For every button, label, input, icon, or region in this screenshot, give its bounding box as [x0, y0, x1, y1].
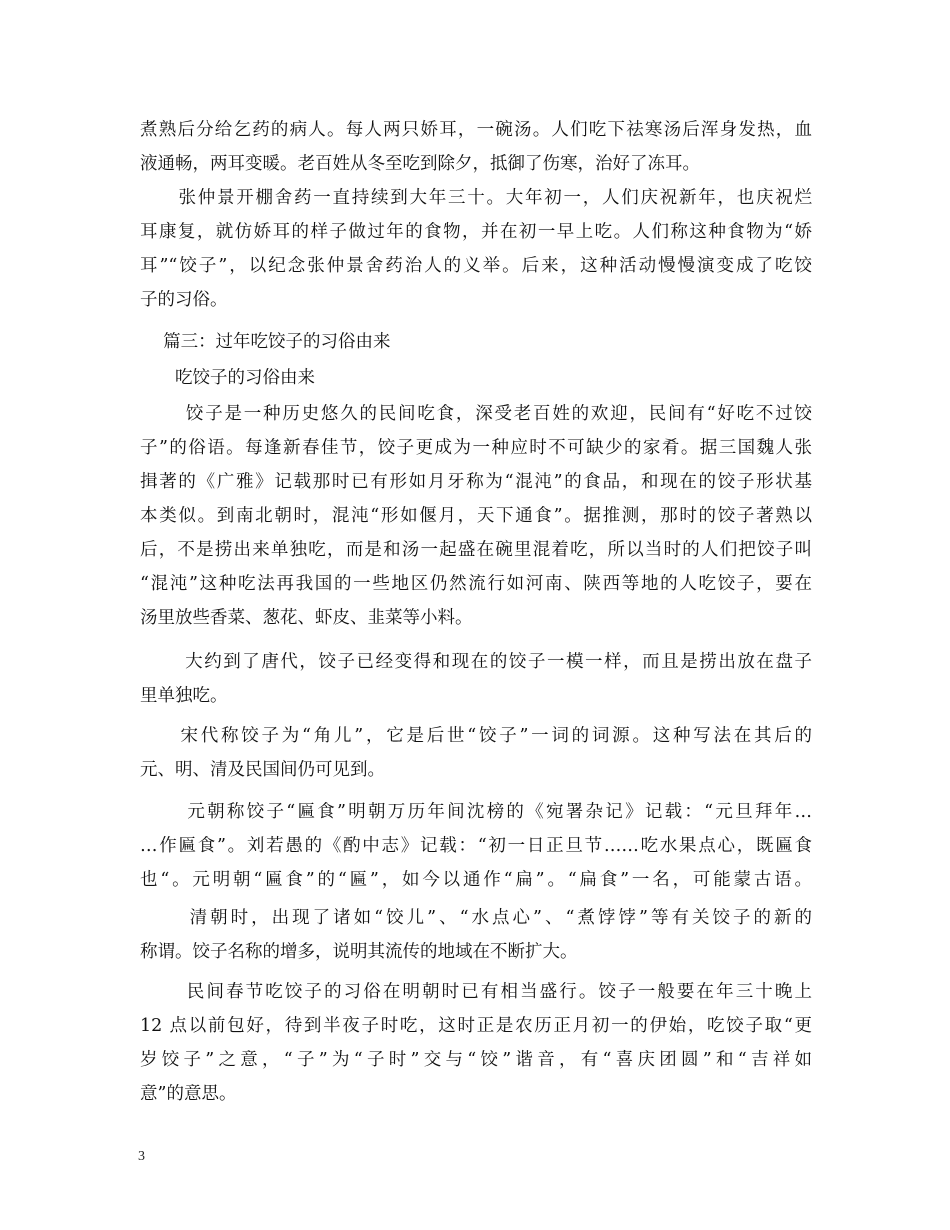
- text-line: 12 点以前包好，待到半夜子时吃，这时正是农历正月初一的伊始，吃饺子取“更: [140, 1016, 812, 1036]
- text-line: 后，不是捞出来单独吃，而是和汤一起盛在碗里混着吃，所以当时的人们把饺子叫: [140, 540, 812, 560]
- text-line: 汤里放些香菜、葱花、虾皮、韭菜等小料。: [140, 608, 473, 628]
- text-line: 元朝称饺子“匾食”明朝万历年间沈榜的《宛署杂记》记载：“元旦拜年…: [140, 802, 812, 822]
- text-line: 子的习俗。: [140, 290, 228, 310]
- text-line: 大约到了唐代，饺子已经变得和现在的饺子一模一样，而且是捞出放在盘子: [140, 652, 812, 672]
- text-line: 清朝时，出现了诸如“饺儿”、“水点心”、“煮饽饽”等有关饺子的新的: [140, 908, 812, 928]
- text-line: 元、明、清及民国间仍可见到。: [140, 760, 385, 780]
- text-line: “混沌”这种吃法再我国的一些地区仍然流行如河南、陕西等地的人吃饺子，要在: [140, 574, 812, 594]
- text-line: 民间春节吃饺子的习俗在明朝时已有相当盛行。饺子一般要在年三十晚上: [140, 982, 812, 1002]
- text-line: 也“。元明朝“匾食”的“匾”，如今以通作“扁”。“扁食”一名，可能蒙古语。: [140, 870, 812, 890]
- text-line: 液通畅，两耳变暖。老百姓从冬至吃到除夕，抵御了伤寒，治好了冻耳。: [140, 154, 700, 174]
- text-line: 耳康复，就仿娇耳的样子做过年的食物，并在初一早上吃。人们称这种食物为“娇: [140, 222, 812, 242]
- text-line: 饺子是一种历史悠久的民间吃食，深受老百姓的欢迎，民间有“好吃不过饺: [140, 404, 812, 424]
- text-line: 煮熟后分给乞药的病人。每人两只娇耳，一碗汤。人们吃下祛寒汤后浑身发热，血: [140, 120, 812, 140]
- page-number: 3: [138, 1149, 145, 1164]
- text-line: 本类似。到南北朝时，混沌“形如偃月，天下通食”。据推测，那时的饺子著熟以: [140, 506, 812, 526]
- text-line: 岁饺子”之意，“子”为“子时”交与“饺”谐音，有“喜庆团圆”和“吉祥如: [140, 1050, 812, 1070]
- text-line: 子”的俗语。每逢新春佳节，饺子更成为一种应时不可缺少的家肴。据三国魏人张: [140, 438, 812, 458]
- text-line: 意”的意思。: [140, 1084, 237, 1104]
- section-heading: 篇三：过年吃饺子的习俗由来: [140, 332, 391, 352]
- text-line: 宋代称饺子为“角儿”，它是后世“饺子”一词的词源。这种写法在其后的: [140, 726, 812, 746]
- text-line: 里单独吃。: [140, 686, 228, 706]
- text-line: 耳”“饺子”，以纪念张仲景舍药治人的义举。后来，这种活动慢慢演变成了吃饺: [140, 256, 812, 276]
- text-line: …作匾食”。刘若愚的《酌中志》记载：“初一日正旦节……吃水果点心，既匾食: [140, 836, 812, 856]
- text-line: 揖著的《广雅》记载那时已有形如月牙称为“混沌”的食品，和现在的饺子形状基: [140, 472, 812, 492]
- subheading: 吃饺子的习俗由来: [140, 368, 315, 388]
- text-line: 称谓。饺子名称的增多，说明其流传的地域在不断扩大。: [140, 942, 578, 962]
- text-line: 张仲景开棚舍药一直持续到大年三十。大年初一，人们庆祝新年，也庆祝烂: [140, 188, 812, 208]
